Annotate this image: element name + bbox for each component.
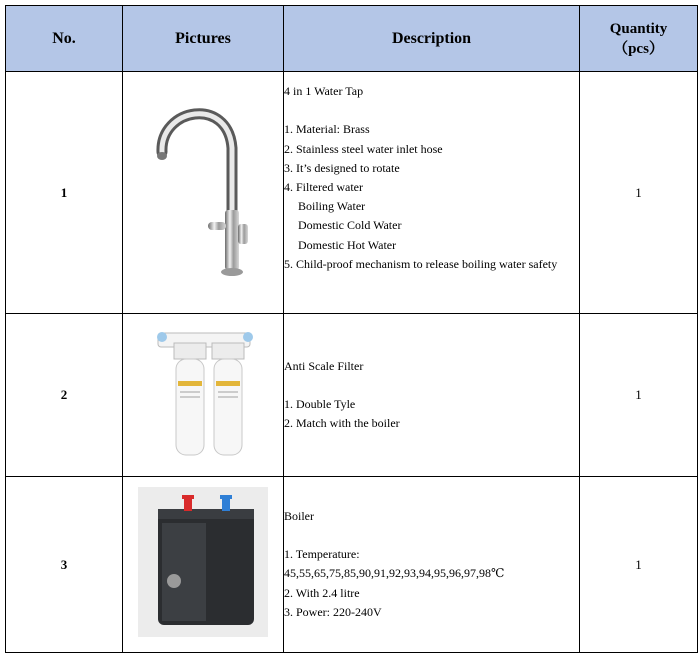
description-line: Boiling Water <box>298 199 366 214</box>
header-quantity <box>580 6 698 72</box>
description-title: 4 in 1 Water Tap <box>284 84 364 98</box>
picture-cell <box>123 72 284 314</box>
description-line: 2. Stainless steel water inlet hose <box>284 141 443 156</box>
header-no: No. <box>6 6 123 72</box>
table-row <box>6 477 698 653</box>
description-cell <box>284 72 580 314</box>
description-line: 3. It’s designed to rotate <box>284 160 400 175</box>
quantity-cell: 1 <box>580 314 698 477</box>
description-cell <box>284 477 580 653</box>
description-line: 1. Temperature: <box>284 547 360 562</box>
description-line: Domestic Cold Water <box>298 218 402 233</box>
anti-scale-filter-image <box>148 323 258 463</box>
description-line: 1. Double Tyle <box>284 396 356 411</box>
description-line: 45,55,65,75,85,90,91,92,93,94,95,96,97,98℃ <box>284 566 505 581</box>
description-title: Boiler <box>284 508 314 523</box>
row-number: 2 <box>6 314 123 477</box>
description-line: 3. Power: 220-240V <box>284 604 382 619</box>
product-spec-table <box>5 5 698 653</box>
header-quantity-label: Quantity <box>609 20 668 37</box>
description-line: Domestic Hot Water <box>298 237 397 252</box>
table-row <box>6 314 698 477</box>
picture-cell <box>123 314 284 477</box>
header-pictures: Pictures <box>123 6 284 72</box>
description-line: 4. Filtered water <box>284 180 363 194</box>
picture-cell <box>123 477 284 653</box>
quantity-cell: 1 <box>580 477 698 653</box>
table-header-row <box>6 6 698 72</box>
table-row <box>6 72 698 314</box>
quantity-cell: 1 <box>580 72 698 314</box>
description-title: Anti Scale Filter <box>284 358 364 373</box>
description-line: 5. Child-proof mechanism to release boiling water safety <box>284 256 558 271</box>
description-line: 2. Match with the boiler <box>284 416 400 431</box>
header-quantity-unit: （pcs） <box>613 40 664 57</box>
water-tap-image <box>148 100 258 280</box>
row-number: 3 <box>6 477 123 653</box>
boiler-image <box>138 487 268 637</box>
description-cell <box>284 314 580 477</box>
description-line: 2. With 2.4 litre <box>284 585 360 600</box>
header-description: Description <box>284 6 580 72</box>
description-line: 1. Material: Brass <box>284 122 370 137</box>
row-number: 1 <box>6 72 123 314</box>
